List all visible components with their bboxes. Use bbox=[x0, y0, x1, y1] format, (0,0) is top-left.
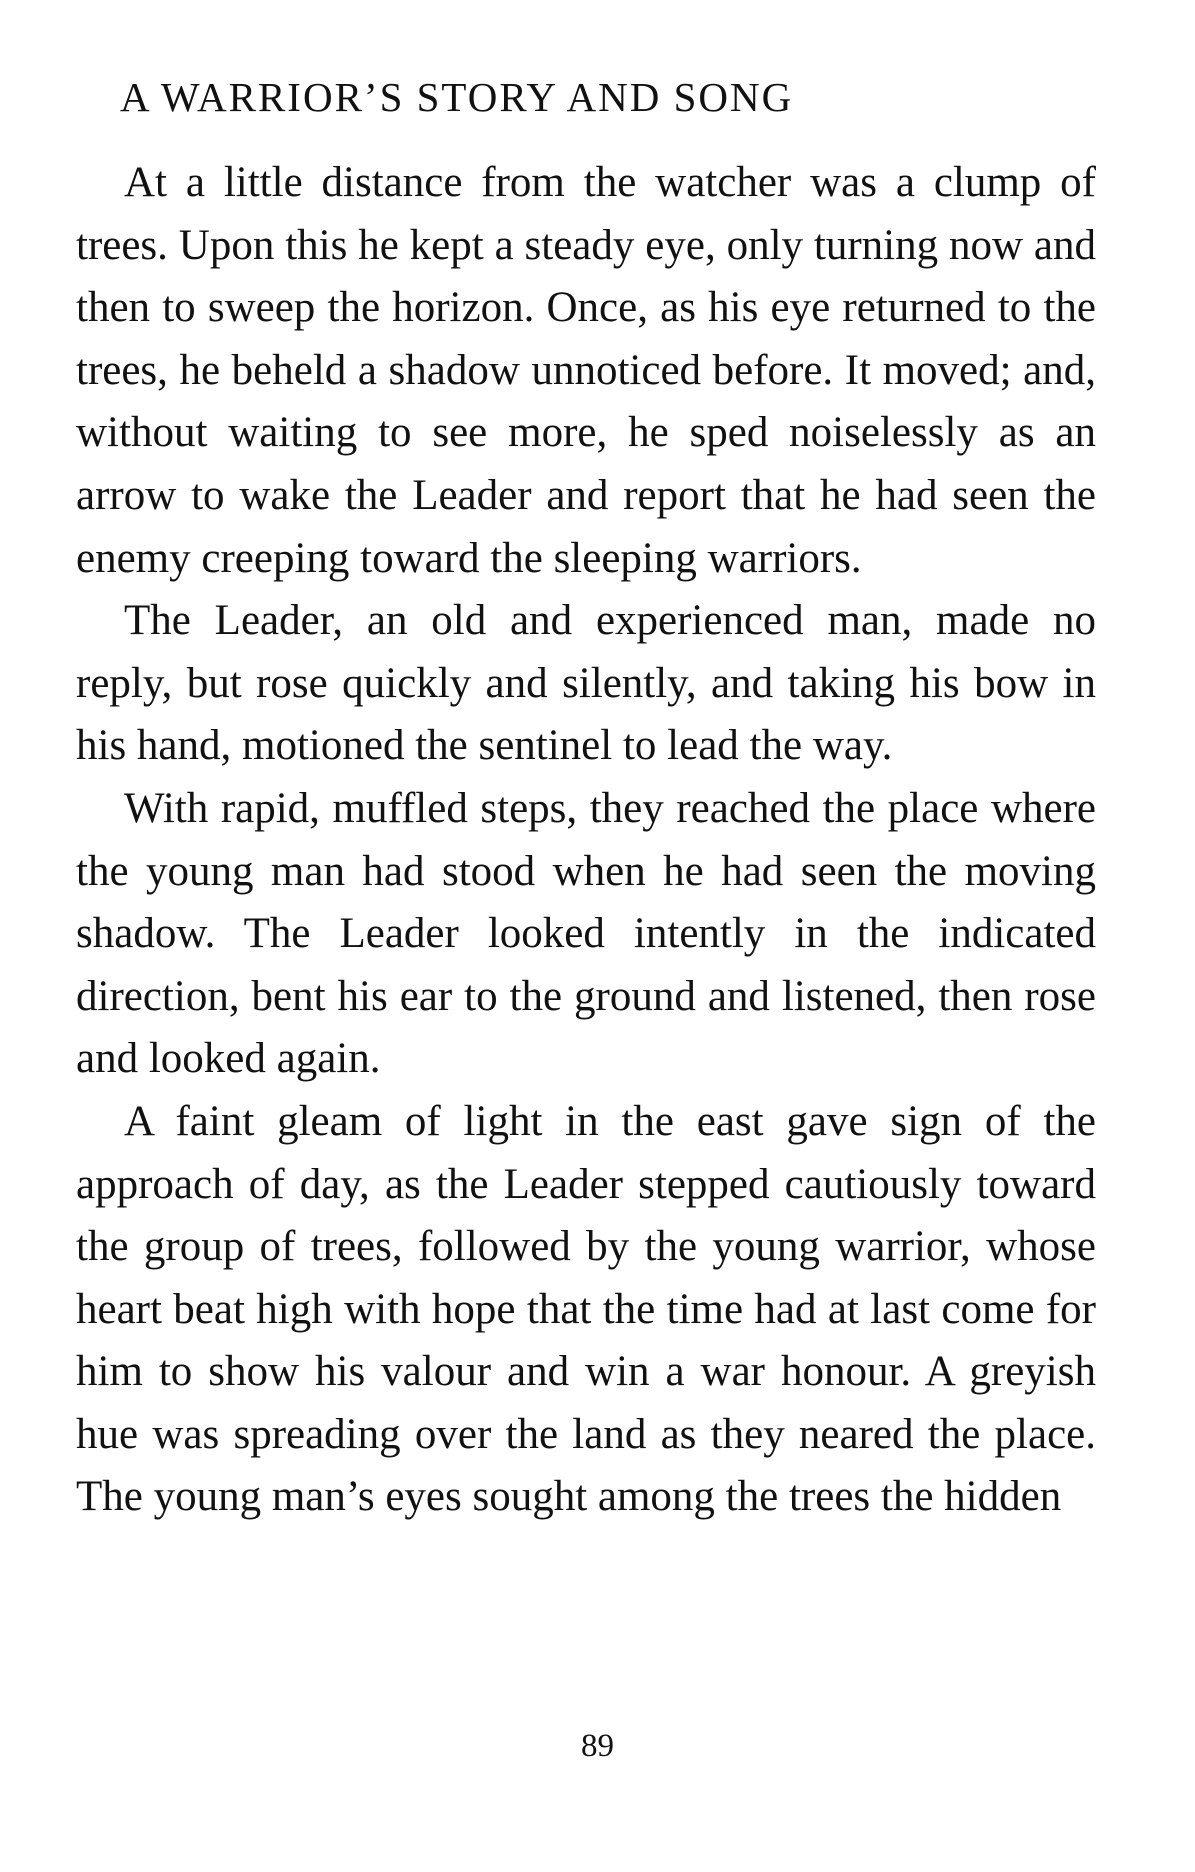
page-number: 89 bbox=[581, 1728, 614, 1764]
paragraph-muffled-steps: With rapid, muffled steps, they reached the place where the young man had stood when he had seen the moving shadow. The Leader looked intently in the indicated direction, bent his ear to the ground and listened, then rose and looked again. bbox=[76, 784, 1096, 1083]
running-head: A WARRIOR’S STORY AND SONG bbox=[120, 74, 794, 120]
paragraph-faint-gleam: A faint gleam of light in the east gave sign of the approach of day, as the Leader stepped cautiously toward the group of trees, followed by the young warrior, whose heart beat high with hope that the time had at last come for him to show his valour and win a war honour. A greyish hue was spreading over the land as they neared the place. The young man’s eyes sought among the trees the hidden bbox=[76, 1097, 1096, 1521]
paragraph-leader-reply: The Leader, an old and experienced man, made no reply, but rose quickly and silently, and taking his bow in his hand, motioned the sentinel to lead the way. bbox=[76, 597, 1096, 770]
paragraph-watcher: At a little distance from the watcher was a clump of trees. Upon this he kept a steady eye, only turning now and then to sweep the horizon. Once, as his eye returned to the trees, he beheld a shadow unnoticed before. It moved; and, without waiting to see more, he sped noiselessly as an arrow to wake the Leader and report that he had seen the enemy creeping toward the sleeping warriors. bbox=[76, 159, 1096, 582]
body-text bbox=[76, 152, 1096, 1529]
